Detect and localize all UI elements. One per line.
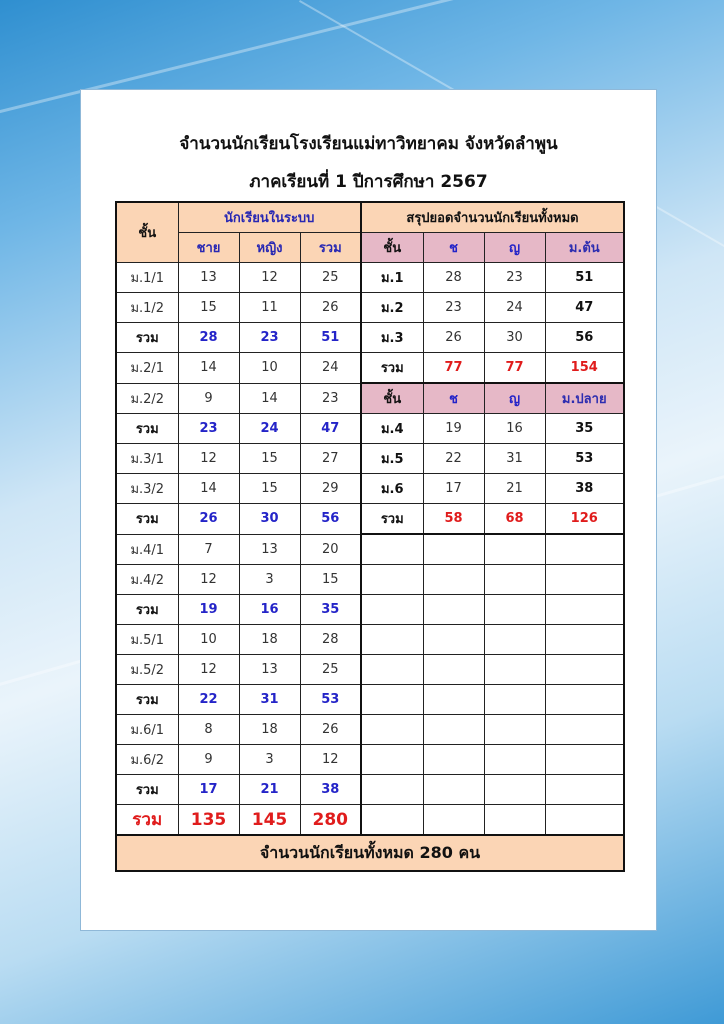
- header-class: ชั้น: [116, 202, 178, 263]
- empty-cell: [423, 685, 484, 715]
- male-cell: 12: [178, 565, 239, 595]
- empty-cell: [361, 805, 423, 836]
- female-cell: 12: [239, 263, 300, 293]
- class-cell: ม.2/1: [116, 353, 178, 384]
- female-cell: 11: [239, 293, 300, 323]
- table-row: [116, 715, 624, 745]
- female-cell: 18: [239, 625, 300, 655]
- table-row: [116, 745, 624, 775]
- empty-cell: [545, 625, 624, 655]
- summary-male: 26: [423, 323, 484, 353]
- empty-cell: [545, 805, 624, 836]
- empty-cell: [423, 715, 484, 745]
- summary-total: 56: [545, 323, 624, 353]
- header-total: รวม: [300, 233, 361, 263]
- empty-cell: [545, 565, 624, 595]
- empty-cell: [361, 625, 423, 655]
- empty-cell: [545, 595, 624, 625]
- class-cell: ม.6/1: [116, 715, 178, 745]
- class-cell: ม.3/2: [116, 474, 178, 504]
- all-students-total: จำนวนนักเรียนทั้งหมด 280 คน: [116, 835, 624, 871]
- female-cell: 21: [239, 775, 300, 805]
- empty-cell: [423, 775, 484, 805]
- female-cell: 3: [239, 565, 300, 595]
- header-summary-class: ชั้น: [361, 383, 423, 414]
- empty-cell: [484, 775, 545, 805]
- female-cell: 16: [239, 595, 300, 625]
- table-row: [116, 775, 624, 805]
- header-summary-female: ญ: [484, 233, 545, 263]
- empty-cell: [545, 655, 624, 685]
- male-cell: 9: [178, 383, 239, 414]
- summary-class: ม.2: [361, 293, 423, 323]
- empty-cell: [484, 625, 545, 655]
- total-cell: 35: [300, 595, 361, 625]
- summary-sum-total: 126: [545, 504, 624, 535]
- class-cell: ม.5/1: [116, 625, 178, 655]
- empty-cell: [423, 534, 484, 565]
- empty-cell: [423, 565, 484, 595]
- summary-class: ม.6: [361, 474, 423, 504]
- male-cell: 22: [178, 685, 239, 715]
- empty-cell: [545, 775, 624, 805]
- empty-cell: [361, 534, 423, 565]
- empty-cell: [484, 805, 545, 836]
- male-cell: 23: [178, 414, 239, 444]
- total-cell: 47: [300, 414, 361, 444]
- summary-total: 35: [545, 414, 624, 444]
- summary-female: 30: [484, 323, 545, 353]
- male-cell: 13: [178, 263, 239, 293]
- summary-sum-label: รวม: [361, 353, 423, 384]
- table-row: [116, 534, 624, 565]
- grand-total-male: 135: [178, 805, 239, 836]
- empty-cell: [423, 655, 484, 685]
- male-cell: 9: [178, 745, 239, 775]
- empty-cell: [423, 805, 484, 836]
- class-cell: ม.2/2: [116, 383, 178, 414]
- grand-total: 280: [300, 805, 361, 836]
- summary-total: 53: [545, 444, 624, 474]
- table-row: [116, 655, 624, 685]
- document-page: [80, 89, 657, 931]
- summary-female: 21: [484, 474, 545, 504]
- header-female: หญิง: [239, 233, 300, 263]
- table-row: [116, 323, 624, 353]
- empty-cell: [361, 655, 423, 685]
- total-cell: 38: [300, 775, 361, 805]
- empty-cell: [545, 534, 624, 565]
- total-cell: 51: [300, 323, 361, 353]
- table-row: [116, 383, 624, 414]
- total-cell: 12: [300, 745, 361, 775]
- female-cell: 13: [239, 534, 300, 565]
- header-summary-male: ช: [423, 383, 484, 414]
- table-row: [116, 444, 624, 474]
- header-summary: สรุปยอดจำนวนนักเรียนทั้งหมด: [361, 202, 624, 233]
- summary-female: 31: [484, 444, 545, 474]
- summary-class: ม.3: [361, 323, 423, 353]
- header-summary-female: ญ: [484, 383, 545, 414]
- summary-sum-female: 68: [484, 504, 545, 535]
- summary-male: 23: [423, 293, 484, 323]
- empty-cell: [484, 685, 545, 715]
- male-cell: 19: [178, 595, 239, 625]
- table-row: [116, 474, 624, 504]
- summary-female: 16: [484, 414, 545, 444]
- table-row: [116, 263, 624, 293]
- empty-cell: [484, 565, 545, 595]
- header-in-system: นักเรียนในระบบ: [178, 202, 361, 233]
- male-cell: 8: [178, 715, 239, 745]
- summary-male: 22: [423, 444, 484, 474]
- class-cell: ม.1/1: [116, 263, 178, 293]
- summary-sum-male: 77: [423, 353, 484, 384]
- class-cell: รวม: [116, 685, 178, 715]
- grand-total-label: รวม: [116, 805, 178, 836]
- class-cell: รวม: [116, 504, 178, 535]
- total-cell: 20: [300, 534, 361, 565]
- empty-cell: [484, 534, 545, 565]
- male-cell: 26: [178, 504, 239, 535]
- male-cell: 15: [178, 293, 239, 323]
- summary-class: ม.4: [361, 414, 423, 444]
- total-cell: 25: [300, 655, 361, 685]
- summary-male: 28: [423, 263, 484, 293]
- empty-cell: [361, 565, 423, 595]
- table-row: [116, 353, 624, 384]
- summary-sum-male: 58: [423, 504, 484, 535]
- empty-cell: [361, 685, 423, 715]
- male-cell: 7: [178, 534, 239, 565]
- summary-female: 23: [484, 263, 545, 293]
- table-row: [116, 565, 624, 595]
- empty-cell: [545, 685, 624, 715]
- table-row: [116, 293, 624, 323]
- male-cell: 12: [178, 655, 239, 685]
- summary-total: 51: [545, 263, 624, 293]
- class-cell: ม.4/1: [116, 534, 178, 565]
- header-summary-lower-total: ม.ต้น: [545, 233, 624, 263]
- empty-cell: [484, 745, 545, 775]
- document-subtitle: ภาคเรียนที่ 1 ปีการศึกษา 2567: [249, 172, 488, 192]
- table-row: [116, 595, 624, 625]
- total-cell: 28: [300, 625, 361, 655]
- male-cell: 17: [178, 775, 239, 805]
- empty-cell: [545, 715, 624, 745]
- female-cell: 31: [239, 685, 300, 715]
- header-summary-upper-total: ม.ปลาย: [545, 383, 624, 414]
- female-cell: 14: [239, 383, 300, 414]
- class-cell: รวม: [116, 595, 178, 625]
- document-title: จำนวนนักเรียนโรงเรียนแม่ทาวิทยาคม จังหวัดลำพูน: [179, 134, 558, 154]
- table-row: [116, 504, 624, 535]
- male-cell: 14: [178, 353, 239, 384]
- table-row: [116, 625, 624, 655]
- header-summary-male: ช: [423, 233, 484, 263]
- summary-sum-label: รวม: [361, 504, 423, 535]
- summary-sum-total: 154: [545, 353, 624, 384]
- female-cell: 15: [239, 474, 300, 504]
- empty-cell: [423, 625, 484, 655]
- class-cell: รวม: [116, 414, 178, 444]
- male-cell: 28: [178, 323, 239, 353]
- class-cell: ม.5/2: [116, 655, 178, 685]
- total-cell: 26: [300, 293, 361, 323]
- class-cell: ม.6/2: [116, 745, 178, 775]
- summary-total: 38: [545, 474, 624, 504]
- summary-male: 17: [423, 474, 484, 504]
- female-cell: 13: [239, 655, 300, 685]
- summary-male: 19: [423, 414, 484, 444]
- empty-cell: [545, 745, 624, 775]
- class-cell: ม.1/2: [116, 293, 178, 323]
- total-cell: 15: [300, 565, 361, 595]
- table-row: [116, 685, 624, 715]
- total-cell: 23: [300, 383, 361, 414]
- total-cell: 27: [300, 444, 361, 474]
- class-cell: รวม: [116, 323, 178, 353]
- male-cell: 10: [178, 625, 239, 655]
- summary-total: 47: [545, 293, 624, 323]
- summary-class: ม.1: [361, 263, 423, 293]
- female-cell: 23: [239, 323, 300, 353]
- grand-total-female: 145: [239, 805, 300, 836]
- total-cell: 29: [300, 474, 361, 504]
- empty-cell: [361, 595, 423, 625]
- female-cell: 18: [239, 715, 300, 745]
- total-cell: 53: [300, 685, 361, 715]
- summary-class: ม.5: [361, 444, 423, 474]
- class-cell: รวม: [116, 775, 178, 805]
- female-cell: 15: [239, 444, 300, 474]
- total-cell: 24: [300, 353, 361, 384]
- empty-cell: [423, 745, 484, 775]
- class-cell: ม.4/2: [116, 565, 178, 595]
- female-cell: 10: [239, 353, 300, 384]
- total-cell: 26: [300, 715, 361, 745]
- empty-cell: [423, 595, 484, 625]
- female-cell: 30: [239, 504, 300, 535]
- total-cell: 25: [300, 263, 361, 293]
- empty-cell: [484, 655, 545, 685]
- female-cell: 24: [239, 414, 300, 444]
- student-count-table: [115, 201, 625, 872]
- header-male: ชาย: [178, 233, 239, 263]
- table-row: [116, 414, 624, 444]
- empty-cell: [484, 715, 545, 745]
- empty-cell: [361, 745, 423, 775]
- total-cell: 56: [300, 504, 361, 535]
- class-cell: ม.3/1: [116, 444, 178, 474]
- empty-cell: [361, 775, 423, 805]
- male-cell: 12: [178, 444, 239, 474]
- male-cell: 14: [178, 474, 239, 504]
- empty-cell: [484, 595, 545, 625]
- female-cell: 3: [239, 745, 300, 775]
- summary-female: 24: [484, 293, 545, 323]
- header-summary-class: ชั้น: [361, 233, 423, 263]
- empty-cell: [361, 715, 423, 745]
- summary-sum-female: 77: [484, 353, 545, 384]
